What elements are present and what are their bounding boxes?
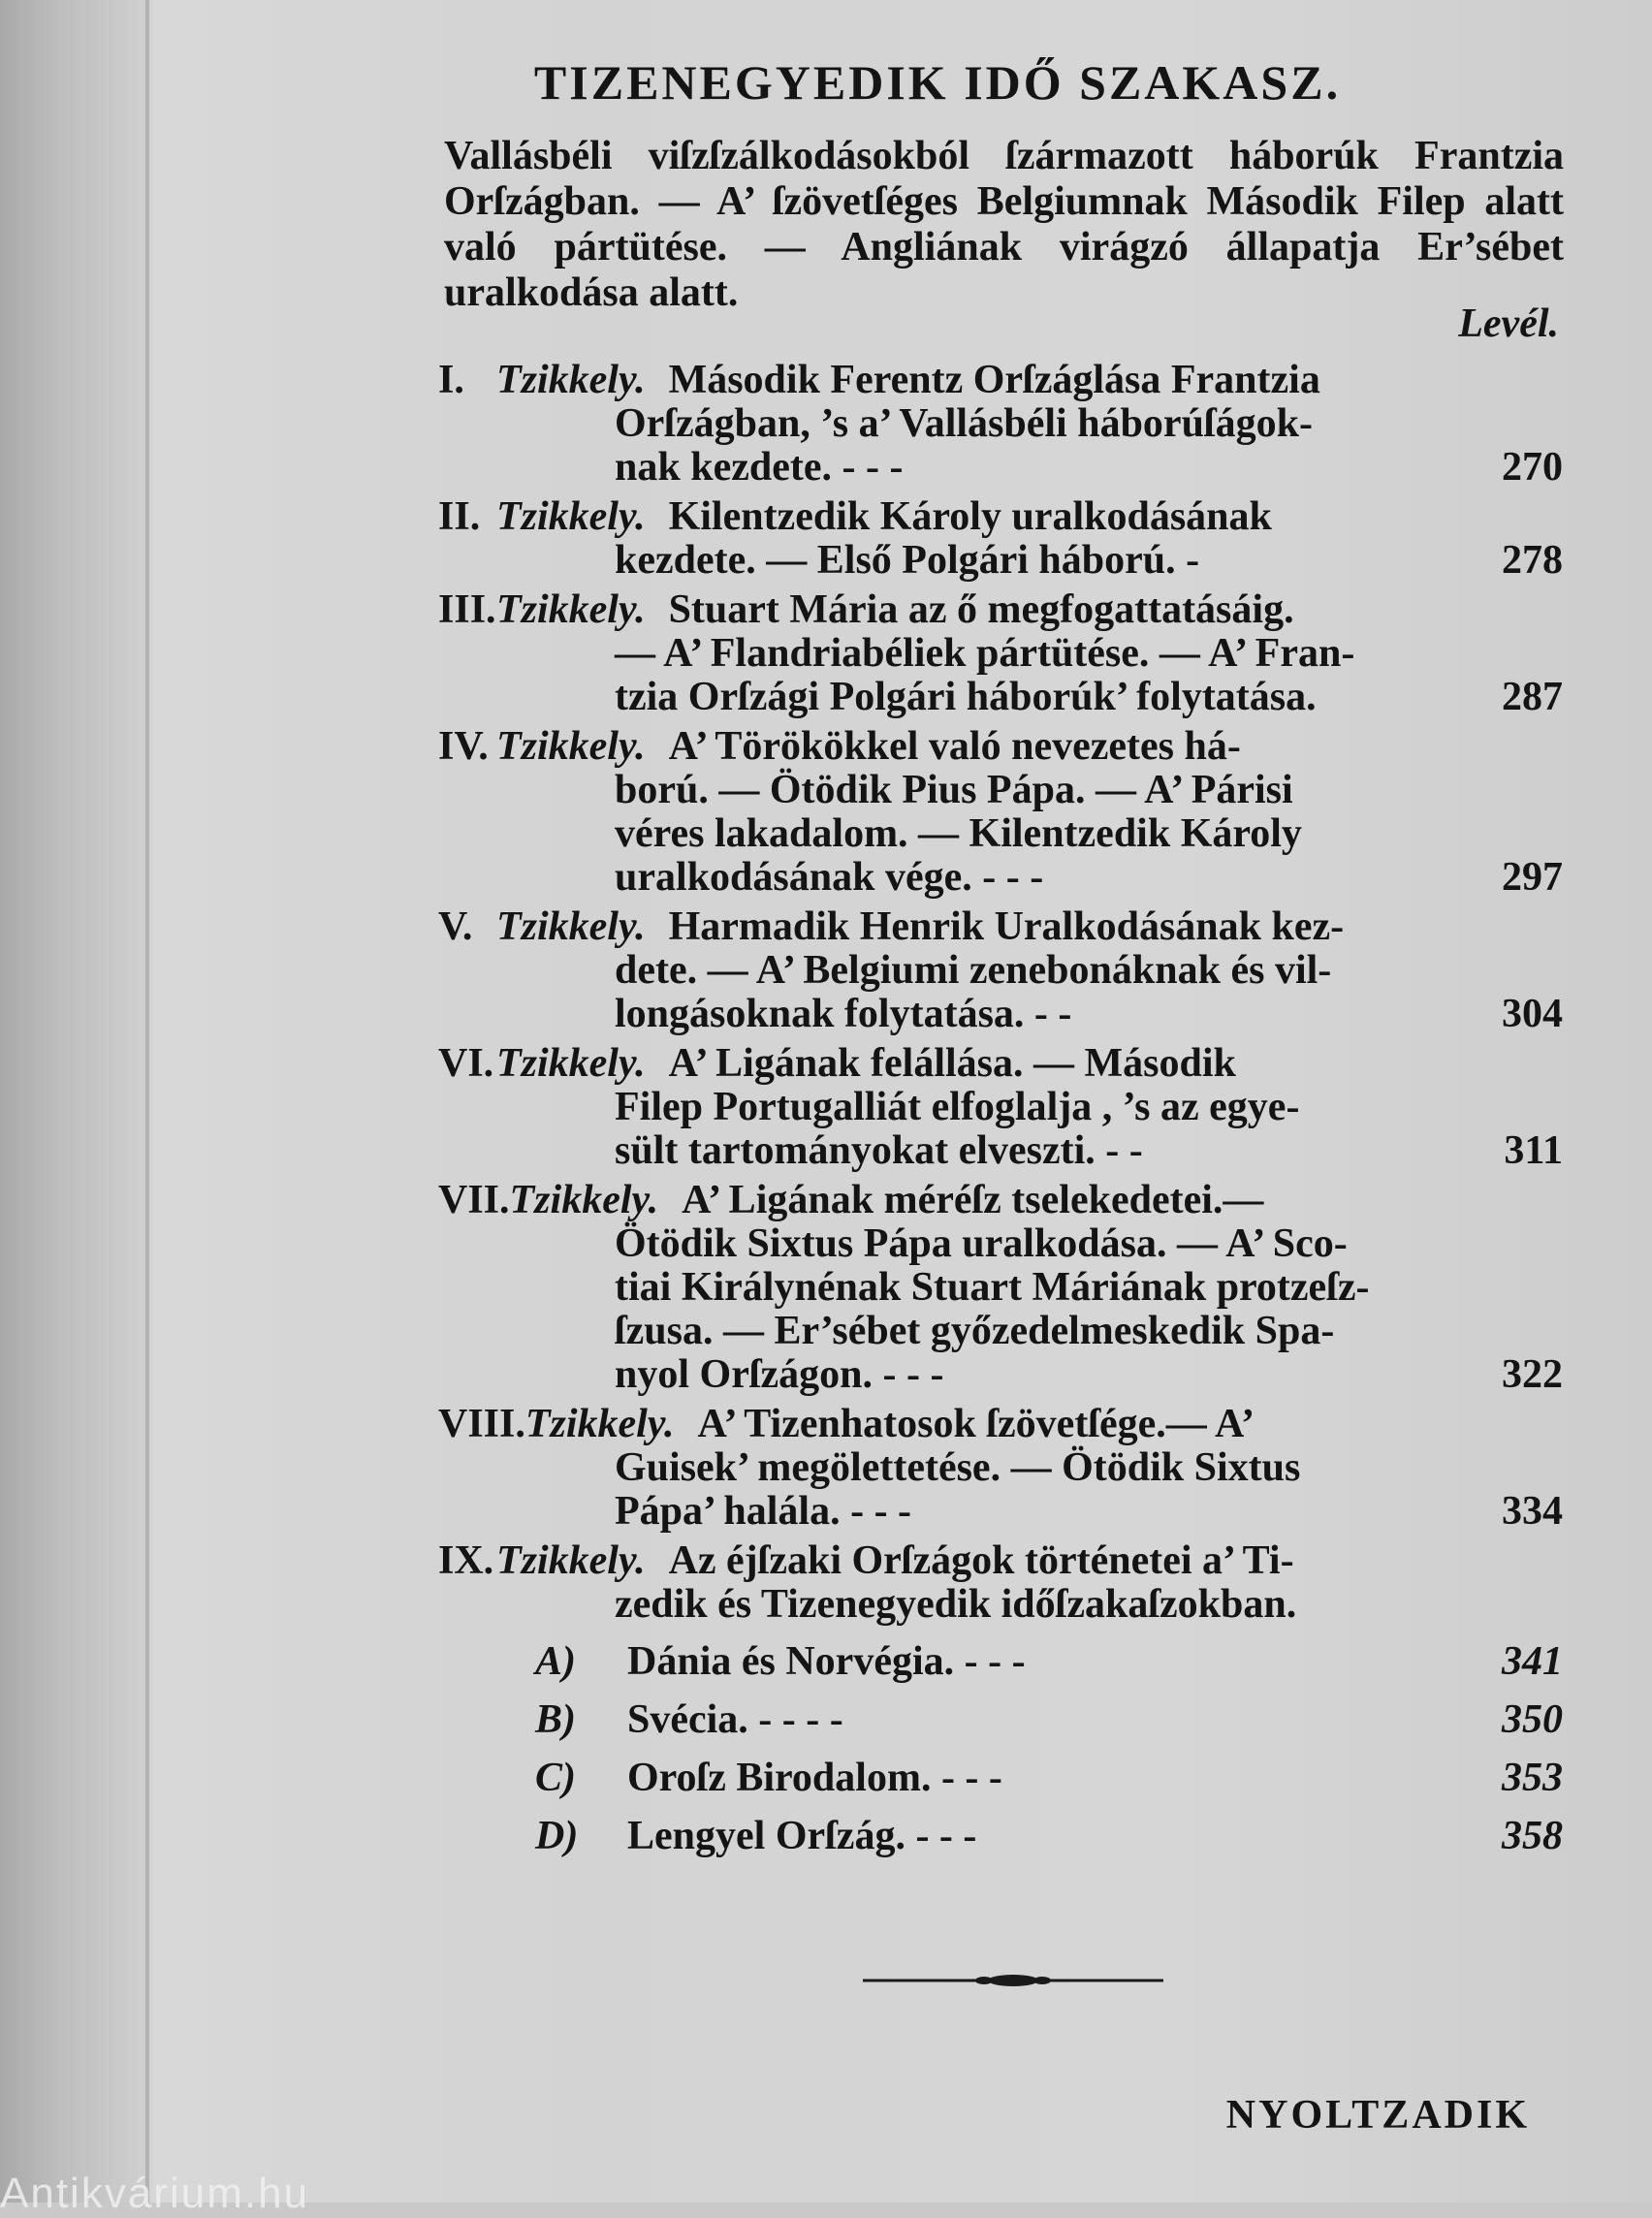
entry-page-number: 297 <box>1502 855 1563 900</box>
contents-subentry <box>438 1632 1563 1691</box>
entry-continuation-line: Filep Portugalliát elfoglalja , ’s az egye- <box>615 1085 1300 1129</box>
subentry-text: Oroſz Birodalom. - - - <box>627 1756 1002 1800</box>
entry-page-number: 270 <box>1502 445 1563 490</box>
entry-label: Tzikkely. <box>496 358 646 402</box>
contents-entry <box>438 495 1563 583</box>
entry-first-line: A’ Ligának felállása. — Második <box>668 1041 1236 1086</box>
entry-continuation-line: zedik és Tizenegyedik időſzakaſzokban. <box>615 1582 1297 1627</box>
subentry-text: Svécia. - - - - <box>627 1697 843 1742</box>
entry-label: Tzikkely. <box>496 904 646 949</box>
entry-continuation-line: Ötödik Sixtus Pápa uralkodása. — A’ Sco- <box>615 1221 1348 1266</box>
contents-entry <box>438 1403 1563 1534</box>
entry-label: Tzikkely. <box>496 724 646 769</box>
entry-number: VII. <box>438 1178 510 1222</box>
entry-continuation-line: longásoknak folytatása. - - <box>615 992 1072 1036</box>
ornament-divider <box>863 1974 1163 1987</box>
entry-number: II. <box>438 494 481 539</box>
entry-label: Tzikkely. <box>496 587 646 632</box>
contents-entry <box>438 1539 1563 1627</box>
contents-subentry <box>438 1691 1563 1749</box>
subentry-letter: C) <box>535 1756 576 1800</box>
entry-continuation-line: Guisek’ megölettetése. — Ötödik Sixtus <box>615 1445 1301 1490</box>
contents-entry <box>438 905 1563 1036</box>
entry-label: Tzikkely. <box>496 1041 646 1086</box>
entry-continuation-line: uralkodásának vége. - - - <box>615 855 1044 900</box>
page-fold-shadow <box>145 0 149 2202</box>
entry-page-number: 304 <box>1502 992 1563 1036</box>
entry-number: IX. <box>438 1538 494 1583</box>
subentry-page-number: 350 <box>1502 1697 1563 1742</box>
entry-label: Tzikkely. <box>509 1178 659 1222</box>
entry-first-line: Második Ferentz Orſzáglása Frantzia <box>668 358 1320 402</box>
subentry-page-number: 358 <box>1502 1814 1563 1858</box>
entry-continuation-line: nak kezdete. - - - <box>615 445 904 490</box>
entry-first-line: A’ Törökökkel való nevezetes há- <box>668 724 1241 769</box>
entry-page-number: 322 <box>1502 1352 1563 1397</box>
entry-number: IV. <box>438 724 489 769</box>
subentry-letter: A) <box>535 1639 576 1684</box>
subentry-text: Dánia és Norvégia. - - - <box>627 1639 1026 1684</box>
contents-subentry <box>438 1807 1563 1865</box>
entry-first-line: Az éjſzaki Orſzágok történetei a’ Ti- <box>668 1538 1294 1583</box>
entry-page-number: 311 <box>1504 1128 1563 1173</box>
contents-entry <box>438 725 1563 900</box>
entry-number: VIII. <box>438 1402 525 1446</box>
entry-continuation-line: Orſzágban, ’s a’ Vallásbéli háborúſágok- <box>615 401 1313 446</box>
entry-continuation-line: véres lakadalom. — Kilentzedik Károly <box>615 811 1302 856</box>
subentry-text: Lengyel Orſzág. - - - <box>627 1814 977 1858</box>
entry-first-line: Kilentzedik Károly uralkodásának <box>668 494 1272 539</box>
contents-list <box>438 359 1563 1865</box>
entry-page-number: 287 <box>1502 675 1563 719</box>
entry-continuation-line: ſzusa. — Er’sébet győzedelmeskedik Spa- <box>615 1309 1335 1353</box>
entry-number: V. <box>438 904 473 949</box>
entry-continuation-line: kezdete. — Első Polgári háború. - <box>615 538 1200 583</box>
subentry-page-number: 341 <box>1502 1639 1563 1684</box>
watermark-text: Antikvárium.hu <box>0 2170 310 2217</box>
section-summary: Vallásbéli viſzſzálkodásokból ſzármazott háborúk Frantzia Orſzágban. — A’ ſzövetſéges Belgiumnak Második Filep alatt való pártütése. — Angliának virágzó állapatja Er’sébet uralkodása alatt. <box>444 134 1564 315</box>
section-title: TIZENEGYEDIK IDŐ SZAKASZ. <box>533 55 1342 110</box>
entry-continuation-line: nyol Orſzágon. - - - <box>615 1352 944 1397</box>
entry-first-line: Stuart Mária az ő megfogattatásáig. <box>668 587 1294 632</box>
entry-continuation-line: ború. — Ötödik Pius Pápa. — A’ Párisi <box>615 768 1293 812</box>
entry-continuation-line: — A’ Flandriabéliek pártütése. — A’ Fran- <box>615 631 1355 676</box>
entry-page-number: 278 <box>1502 538 1563 583</box>
contents-subentry <box>438 1749 1563 1807</box>
entry-number: III. <box>438 587 496 632</box>
subentry-letter: D) <box>535 1814 579 1858</box>
contents-entry <box>438 1042 1563 1173</box>
entry-number: VI. <box>438 1041 494 1086</box>
entry-page-number: 334 <box>1502 1489 1563 1534</box>
entry-continuation-line: tzia Orſzági Polgári háborúk’ folytatása. <box>615 675 1317 719</box>
entry-label: Tzikkely. <box>496 1538 646 1583</box>
entry-first-line: A’ Tizenhatosok ſzövetſége.— A’ <box>697 1402 1255 1446</box>
entry-first-line: Harmadik Henrik Uralkodásának kez- <box>668 904 1345 949</box>
contents-entry <box>438 359 1563 490</box>
entry-number: I. <box>438 358 464 402</box>
entry-first-line: A’ Ligának méréſz tselekedetei.— <box>682 1178 1264 1222</box>
entry-label: Tzikkely. <box>524 1402 675 1446</box>
page-column-header: Levél. <box>1458 301 1559 346</box>
subentry-letter: B) <box>535 1697 576 1742</box>
subentry-page-number: 353 <box>1502 1756 1563 1800</box>
catchword: NYOLTZADIK <box>1225 2093 1530 2138</box>
contents-entry <box>438 1179 1563 1397</box>
entry-continuation-line: Pápa’ halála. - - - <box>615 1489 912 1534</box>
entry-continuation-line: tiai Királynénak Stuart Máriának protzeſz- <box>615 1265 1370 1310</box>
entry-label: Tzikkely. <box>496 494 646 539</box>
entry-continuation-line: dete. — A’ Belgiumi zenebonáknak és vil- <box>615 948 1332 993</box>
contents-entry <box>438 588 1563 719</box>
entry-continuation-line: sült tartományokat elveszti. - - <box>615 1128 1143 1173</box>
